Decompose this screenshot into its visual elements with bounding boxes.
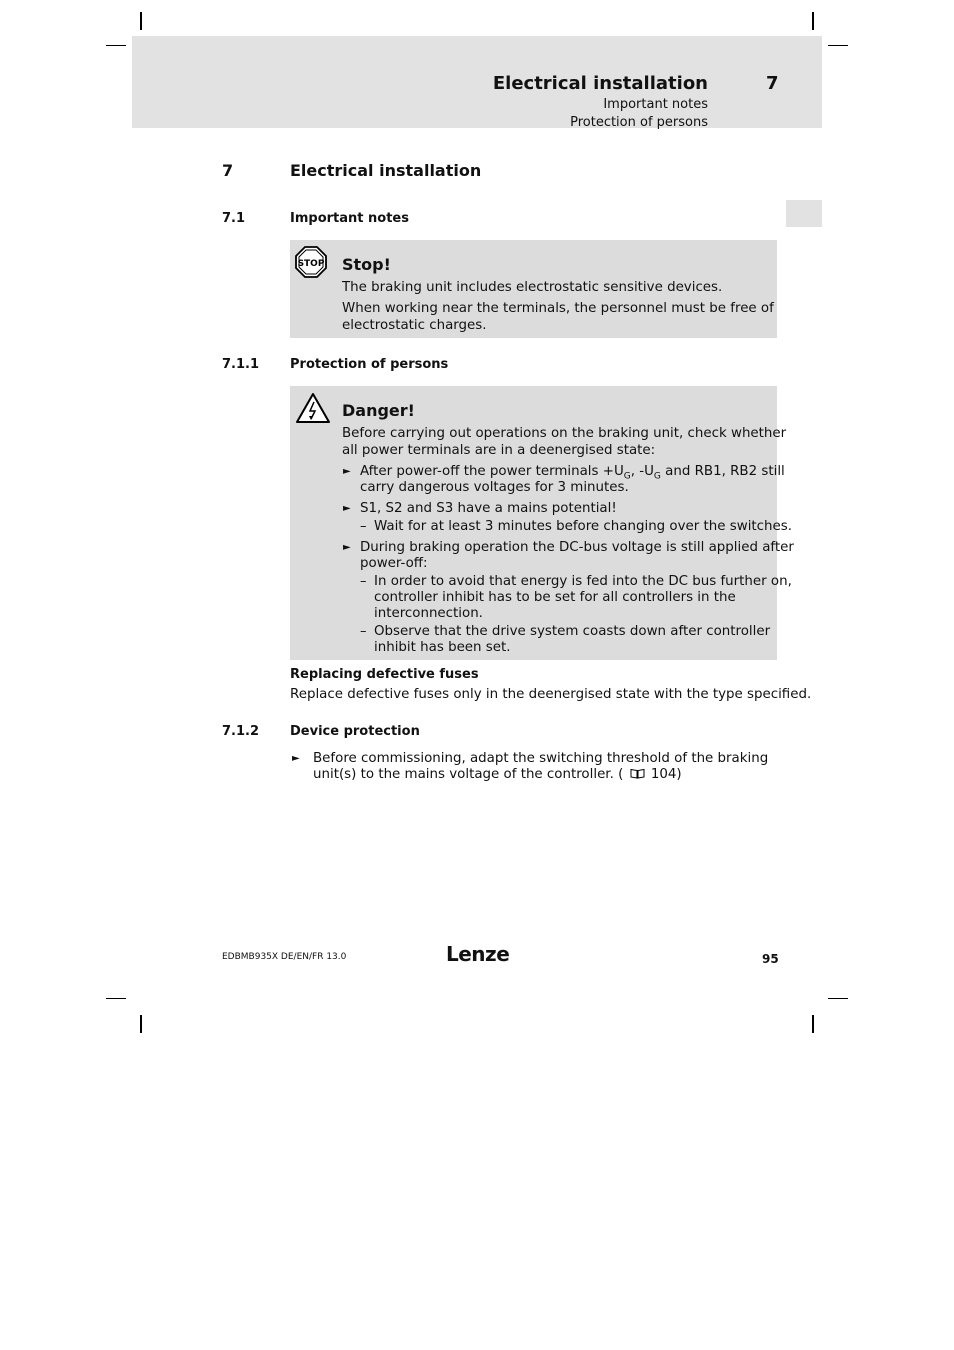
bullet-arrow: ► — [292, 753, 300, 764]
crop-mark — [106, 998, 126, 999]
danger-bullet-line: During braking operation the DC-bus voltage is still applied after — [360, 540, 794, 555]
header-title: Electrical installation — [492, 73, 708, 94]
crop-mark — [812, 1015, 814, 1033]
danger-bullet-line: power-off: — [360, 556, 428, 571]
sub-bullet-dash: – — [360, 519, 367, 534]
crop-mark — [106, 45, 126, 46]
chapter-side-tab — [786, 200, 822, 227]
stop-title: Stop! — [342, 255, 391, 274]
crop-mark — [812, 12, 814, 30]
header-band — [132, 36, 822, 128]
device-bullet-line: unit(s) to the mains voltage of the controller. ( 104) — [313, 767, 682, 782]
fuses-heading: Replacing defective fuses — [290, 667, 479, 682]
crop-mark — [140, 1015, 142, 1033]
bullet-arrow: ► — [343, 466, 351, 477]
stop-text-line: The braking unit includes electrostatic sensitive devices. — [342, 280, 723, 295]
danger-subbullet-line: interconnection. — [374, 606, 483, 621]
stop-icon-label: STOP — [297, 259, 325, 269]
header-chapter-number: 7 — [766, 73, 779, 94]
fuses-text: Replace defective fuses only in the deenergised state with the type specified. — [290, 687, 812, 702]
crop-mark — [828, 45, 848, 46]
sub-bullet-dash: – — [360, 624, 367, 639]
danger-subbullet-line: Observe that the drive system coasts down after controller — [374, 624, 771, 639]
stop-icon — [295, 246, 327, 278]
danger-title: Danger! — [342, 401, 415, 420]
danger-bullet-line: After power-off the power terminals $+U_G$, $-U_G$ and RB1, RB2 still — [360, 464, 785, 482]
section-number: 7.1 — [222, 211, 246, 226]
page-reference[interactable]: 104) — [650, 767, 682, 782]
stop-text-line: When working near the terminals, the personnel must be free of — [342, 301, 774, 316]
section-title: Protection of persons — [290, 357, 449, 372]
section-number: 7.1.1 — [222, 357, 260, 372]
crop-mark — [140, 12, 142, 30]
bullet-arrow: ► — [343, 503, 351, 514]
danger-subbullet-line: In order to avoid that energy is fed into the DC bus further on, — [374, 574, 792, 589]
document-code: EDBMB935X DE/EN/FR 13.0 — [222, 952, 347, 962]
section-title: Electrical installation — [290, 161, 482, 180]
header-subtitle-1: Important notes — [603, 97, 708, 112]
danger-bullet-line: carry dangerous voltages for 3 minutes. — [360, 480, 629, 495]
danger-bullet-line: S1, S2 and S3 have a mains potential! — [360, 501, 617, 516]
section-title: Important notes — [290, 211, 409, 226]
lenze-logo: Lenze — [446, 942, 510, 966]
crop-mark — [828, 998, 848, 999]
danger-subbullet-line: controller inhibit has to be set for all controllers in the — [374, 590, 736, 605]
section-number: 7.1.2 — [222, 724, 260, 739]
section-number: 7 — [222, 161, 234, 180]
danger-subbullet-line: inhibit has been set. — [374, 640, 511, 655]
page-number: 95 — [762, 952, 779, 966]
danger-subbullet-line: Wait for at least 3 minutes before changing over the switches. — [374, 519, 793, 534]
sub-bullet-dash: – — [360, 574, 367, 589]
bullet-arrow: ► — [343, 542, 351, 553]
danger-intro-line: all power terminals are in a deenergised state: — [342, 443, 656, 458]
device-bullet-line: Before commissioning, adapt the switching threshold of the braking — [313, 751, 769, 766]
book-reference-icon — [630, 768, 645, 779]
section-title: Device protection — [290, 724, 420, 739]
high-voltage-warning-icon — [295, 392, 331, 424]
danger-intro-line: Before carrying out operations on the braking unit, check whether — [342, 426, 787, 441]
header-subtitle-2: Protection of persons — [570, 115, 708, 130]
stop-text-line: electrostatic charges. — [342, 318, 487, 333]
